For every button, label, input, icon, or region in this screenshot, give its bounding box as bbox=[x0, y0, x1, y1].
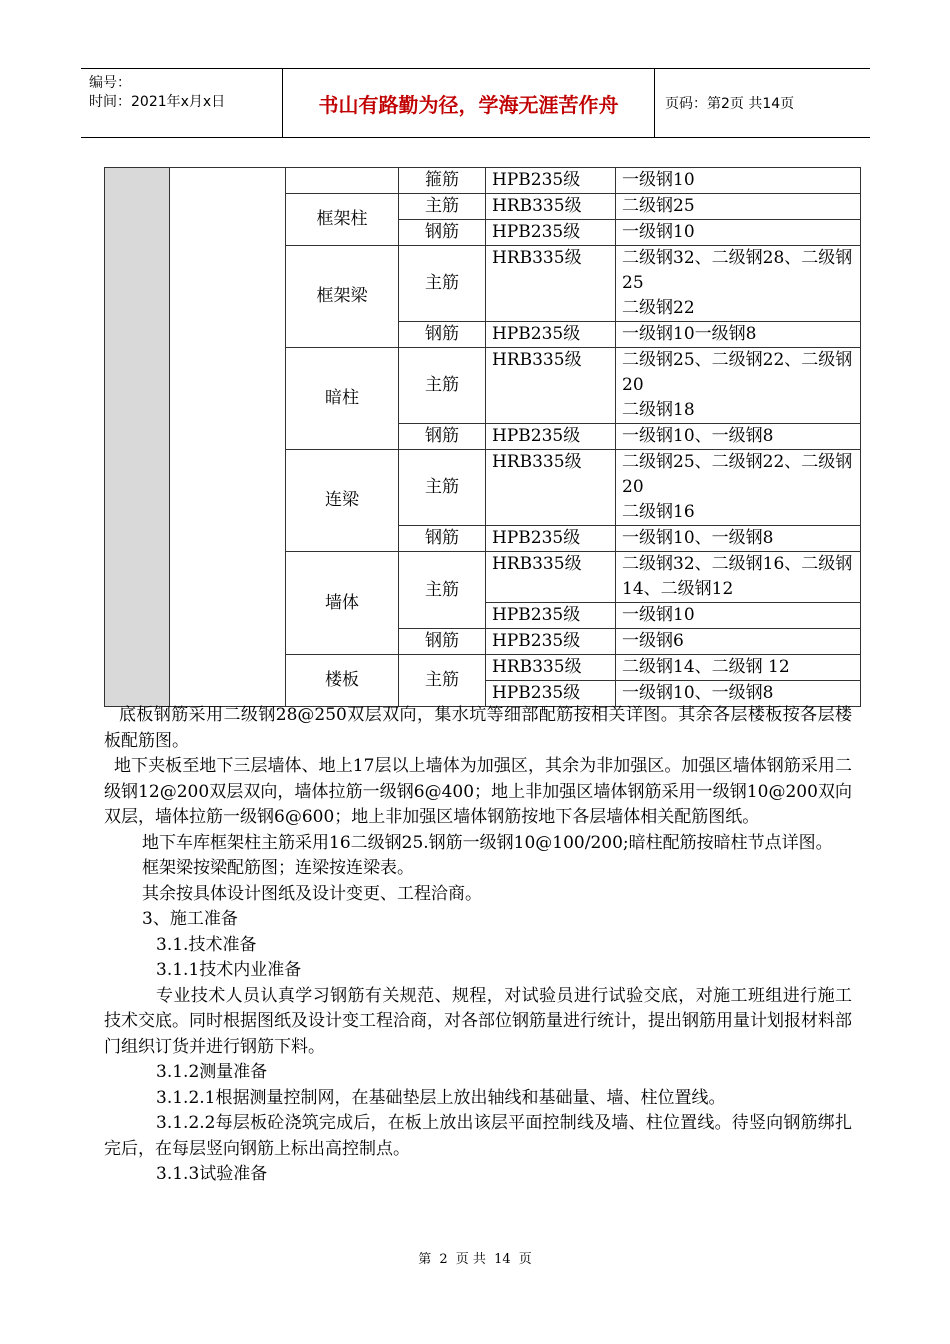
header-motto: 书山有路勤为径，学海无涯苦作舟 bbox=[283, 69, 655, 137]
footer-total: 14 bbox=[494, 1252, 511, 1267]
element-cell: 楼板 bbox=[286, 655, 399, 707]
footer-page: 2 bbox=[439, 1252, 448, 1267]
grade-cell: HPB235级 bbox=[486, 681, 616, 707]
element-cell: 墙体 bbox=[286, 552, 399, 655]
category-cell bbox=[105, 168, 170, 707]
grade-cell: HRB335级 bbox=[486, 655, 616, 681]
bar-type-cell: 主筋 bbox=[399, 348, 486, 424]
table-row bbox=[105, 168, 861, 194]
bar-type-cell: 钢筋 bbox=[399, 322, 486, 348]
spec-cell: 二级钢25、二级钢22、二级钢20 二级钢18 bbox=[616, 348, 861, 424]
spec-cell: 二级钢25 bbox=[616, 194, 861, 220]
header-page-number: 页码：第2页 共14页 bbox=[665, 96, 795, 112]
section-heading: 3.1.技术准备 bbox=[156, 934, 257, 955]
spec-cell: 二级钢25、二级钢22、二级钢20 二级钢16 bbox=[616, 450, 861, 526]
page-header bbox=[81, 68, 870, 138]
bar-type-cell: 主筋 bbox=[399, 194, 486, 220]
grade-cell: HRB335级 bbox=[486, 450, 616, 526]
paragraph: 专业技术人员认真学习钢筋有关规范、规程，对试验员进行试验交底，对施工班组进行施工技术交底。同时根据图纸及设计变工程洽商，对各部位钢筋量进行统计，提出钢筋用量计划报材料部门组织订货并进行钢筋下料。 bbox=[104, 985, 852, 1057]
paragraph: 框架梁按梁配筋图；连梁按连梁表。 bbox=[142, 858, 414, 878]
spec-cell: 一级钢10、一级钢8 bbox=[616, 424, 861, 450]
grade-cell: HRB335级 bbox=[486, 194, 616, 220]
spec-cell: 一级钢10 bbox=[616, 603, 861, 629]
bar-type-cell: 主筋 bbox=[399, 552, 486, 629]
bar-type-cell: 钢筋 bbox=[399, 424, 486, 450]
paragraph: 其余按具体设计图纸及设计变更、工程洽商。 bbox=[142, 883, 482, 904]
bar-type-cell: 主筋 bbox=[399, 450, 486, 526]
body-text bbox=[104, 703, 852, 1188]
section-heading: 3.1.3试验准备 bbox=[156, 1164, 268, 1184]
spec-cell: 二级钢14、二级钢 12 bbox=[616, 655, 861, 681]
rebar-spec-table bbox=[104, 167, 861, 707]
spec-cell: 二级钢32、二级钢28、二级钢25 二级钢22 bbox=[616, 246, 861, 322]
bar-type-cell: 钢筋 bbox=[399, 629, 486, 655]
bar-type-cell: 主筋 bbox=[399, 655, 486, 707]
paragraph: 底板钢筋采用二级钢28@250双层双向，集水坑等细部配筋按相关详图。其余各层楼板按各层楼板配筋图。 bbox=[104, 705, 852, 751]
paragraph: 地下车库框架柱主筋采用16二级钢25.钢筋一级钢10@100/200;暗柱配筋按暗柱节点详图。 bbox=[142, 832, 833, 853]
paragraph: 3.1.2.2每层板砼浇筑完成后，在板上放出该层平面控制线及墙、柱位置线。待竖向钢筋绑扎完后，在每层竖向钢筋上标出高控制点。 bbox=[104, 1113, 852, 1159]
grade-cell: HRB335级 bbox=[486, 348, 616, 424]
bar-type-cell: 主筋 bbox=[399, 246, 486, 322]
grade-cell: HPB235级 bbox=[486, 629, 616, 655]
section-heading: 3、施工准备 bbox=[142, 909, 238, 929]
grade-cell: HPB235级 bbox=[486, 603, 616, 629]
element-cell bbox=[286, 168, 399, 194]
section-heading: 3.1.2测量准备 bbox=[156, 1062, 268, 1082]
grade-cell: HPB235级 bbox=[486, 424, 616, 450]
element-cell: 暗柱 bbox=[286, 348, 399, 450]
subcategory-cell bbox=[170, 168, 286, 707]
bar-type-cell: 钢筋 bbox=[399, 526, 486, 552]
doc-code: 编号： bbox=[89, 75, 131, 91]
grade-cell: HPB235级 bbox=[486, 322, 616, 348]
bar-type-cell: 钢筋 bbox=[399, 220, 486, 246]
paragraph: 3.1.2.1根据测量控制网，在基础垫层上放出轴线和基础量、墙、柱位置线。 bbox=[156, 1087, 726, 1108]
grade-cell: HPB235级 bbox=[486, 168, 616, 194]
spec-cell: 一级钢10、一级钢8 bbox=[616, 526, 861, 552]
spec-cell: 一级钢6 bbox=[616, 629, 861, 655]
spec-cell: 一级钢10 bbox=[616, 220, 861, 246]
grade-cell: HRB335级 bbox=[486, 246, 616, 322]
spec-cell: 一级钢10 bbox=[616, 168, 861, 194]
element-cell: 连梁 bbox=[286, 450, 399, 552]
page-footer bbox=[0, 1248, 950, 1267]
grade-cell: HPB235级 bbox=[486, 220, 616, 246]
spec-cell: 二级钢32、二级钢16、二级钢14、二级钢12 bbox=[616, 552, 861, 603]
bar-type-cell: 箍筋 bbox=[399, 168, 486, 194]
footer-prefix: 第 bbox=[418, 1252, 432, 1267]
grade-cell: HPB235级 bbox=[486, 526, 616, 552]
element-cell: 框架梁 bbox=[286, 246, 399, 348]
footer-mid: 页 共 bbox=[455, 1252, 486, 1267]
footer-suffix: 页 bbox=[518, 1252, 532, 1267]
element-cell: 框架柱 bbox=[286, 194, 399, 246]
spec-cell: 一级钢10、一级钢8 bbox=[616, 681, 861, 707]
grade-cell: HRB335级 bbox=[486, 552, 616, 603]
section-heading: 3.1.1技术内业准备 bbox=[156, 960, 302, 980]
doc-date: 时间：2021年x月x日 bbox=[89, 94, 226, 110]
paragraph: 地下夹板至地下三层墙体、地上17层以上墙体为加强区，其余为非加强区。加强区墙体钢筋采用二级钢12@200双层双向，墙体拉筋一级钢6@400；地上非加强区墙体钢筋采用一级钢10@200双向双层，墙体拉筋一级钢6@600；地上非加强区墙体钢筋按地下各层墙体相关配筋图纸。 bbox=[104, 756, 852, 827]
header-meta bbox=[81, 69, 283, 137]
spec-cell: 一级钢10一级钢8 bbox=[616, 322, 861, 348]
